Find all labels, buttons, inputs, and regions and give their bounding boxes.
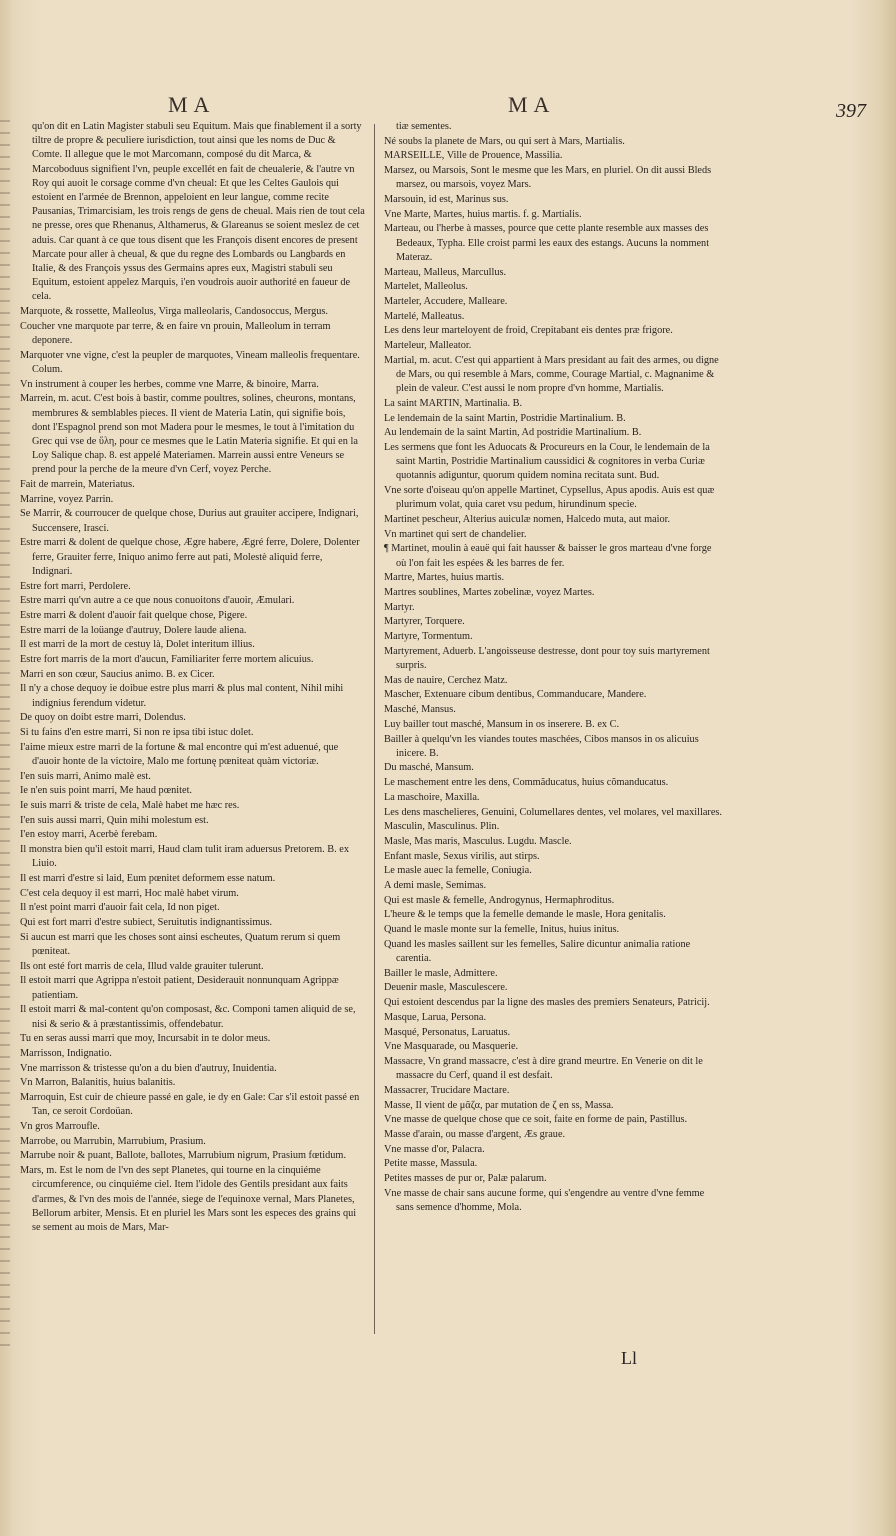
dictionary-entry: Martinet pescheur, Alterius auiculæ nomen, Halcedo muta, aut maior.: [384, 513, 671, 525]
dictionary-entry: Estre marri de la loüange d'autruy, Dolere laude aliena.: [20, 624, 247, 636]
dictionary-entry: Il estoit marri & mal-content qu'on composast, &c. Componi tamen aliquid de se, nisi & serio & à præstantissimis, offendebatur.: [20, 1004, 356, 1030]
dictionary-entry: Martyrer, Torquere.: [384, 616, 465, 628]
dictionary-entry: Marrein, m. acut. C'est bois à bastir, comme poultres, solines, cheurons, montans, membrures & semblables pieces. Il vient de Materia Latin, qui signifie bois, dont l'Espagnol prend son mot Madera pour le mesmes, le tout à l'imitation du Grec qui vse de ὕλη, pour ce mesmes que le Latin Materia signifie. Et qui en la Loy Salique chap. 8. est appelé Materiamen. Marrein aussi entre Veneurs se prend pour la perche de la meure d'vn Cerf, voyez Perche.: [20, 393, 358, 476]
dictionary-entry: Estre marri qu'vn autre a ce que nous conuoitons d'auoir, Æmulari.: [20, 595, 295, 607]
dictionary-entry: Estre marri & dolent d'auoir fait quelque chose, Pigere.: [20, 609, 248, 621]
right-column: [384, 120, 722, 1216]
dictionary-entry: Tu en seras aussi marri que moy, Incursabit in te dolor meus.: [20, 1033, 271, 1045]
dictionary-entry: Marteau, Malleus, Marcullus.: [384, 266, 507, 278]
dictionary-entry: Il n'est point marri d'auoir fait cela, Id non piget.: [20, 902, 220, 914]
dictionary-entry: Le maschement entre les dens, Commãducatus, huius cõmanducatus.: [384, 777, 669, 789]
dictionary-entry: Marsez, ou Marsois, Sont le mesme que les Mars, en pluriel. On dit aussi Bleds marsez, ou marsois, voyez Mars.: [384, 165, 712, 191]
dictionary-entry: ¶ Martinet, moulin à eauë qui fait hausser & baisser le gros marteau d'vne forge où l'on fait les espées & les barres de fer.: [384, 543, 712, 569]
dictionary-entry: Marri en son cœur, Saucius animo. B. ex Cicer.: [20, 668, 215, 680]
dictionary-entry: Fait de marrein, Materiatus.: [20, 479, 135, 491]
dictionary-entry: qu'on dit en Latin Magister stabuli seu Equitum. Mais que finablement il a sorty tiltre de propre & peculiere iurisdiction, tout ainsi que les noms de Duc & Comte. Il allegue que le mot Marcomann, composé du dit Marca, & Marcoboduus signifient l'vn, peuple excellét en fait de cheualerie, & l'autre vn Roy qui auoit le corsage comme d'vn cheual: Et que les Celtes Gaulois qui estoient en l'armée de Brennon, appeloient en leur langue, comme recite Pausanias, Trimarcisiam, les trois rengs de gens de cheual. Mais rien de tout cela ne presse, ores que Rhenanus, Althamerus, & Glareanus se soient meslez de cet aduis. Car quant à ce que tous disent que les François disent encores de present Marcate pour aller à cheual, & que du regne des Lombards ou Langbards en Italie, & des François yssus des Germains apres eux, Magistri stabuli seu Equitum, estoient appelez Marquis, i'en voudrois auoir authorité en faueur de cela.: [32, 121, 365, 303]
dictionary-entry: Bailler le masle, Admittere.: [384, 967, 498, 979]
dictionary-entry: Massacrer, Trucidare Mactare.: [384, 1084, 510, 1096]
dictionary-entry: De quoy on doibt estre marri, Dolendus.: [20, 712, 186, 724]
dictionary-entry: Marsouin, id est, Marinus sus.: [384, 194, 509, 206]
dictionary-entry: Marrube noir & puant, Ballote, ballotes, Marrubium nigrum, Prasium fœtidum.: [20, 1150, 347, 1162]
dictionary-entry: Estre fort marris de la mort d'aucun, Familiariter ferre mortem alicuius.: [20, 654, 314, 666]
dictionary-entry: Marteau, ou l'herbe à masses, pource que cette plante resemble aux masses des Bedeaux, Typha. Elle croist parmi les eaux des estangs. Aucuns la nomment Materaz.: [384, 223, 710, 263]
dictionary-entry: Né soubs la planete de Mars, ou qui sert à Mars, Martialis.: [384, 135, 625, 147]
dictionary-entry: Vne masse de quelque chose que ce soit, faite en forme de pain, Pastillus.: [384, 1114, 688, 1126]
column-divider: [374, 124, 375, 1334]
dictionary-entry: Vn instrument à couper les herbes, comme vne Marre, & binoire, Marra.: [20, 378, 319, 390]
dictionary-entry: La maschoire, Maxilla.: [384, 791, 480, 803]
dictionary-entry: Qui est fort marri d'estre subiect, Seruitutis indignantissimus.: [20, 917, 273, 929]
dictionary-entry: Masché, Mansus.: [384, 704, 456, 716]
dictionary-entry: Vne masse d'or, Palacra.: [384, 1143, 485, 1155]
dictionary-entry: Marrobe, ou Marrubin, Marrubium, Prasium.: [20, 1135, 206, 1147]
dictionary-entry: Enfant masle, Sexus virilis, aut stirps.: [384, 850, 540, 862]
dictionary-entry: Il estoit marri que Agrippa n'estoit patient, Desiderauit nonnunquam Agrippæ patientiam.: [20, 975, 339, 1001]
dictionary-entry: Massacre, Vn grand massacre, c'est à dire grand meurtre. En Venerie on dit le massacre du Cerf, quand il est desfait.: [384, 1056, 703, 1082]
running-head-left: MA: [168, 92, 216, 117]
dictionary-entry: I'aime mieux estre marri de la fortune & mal encontre qui m'est aduenué, que d'auoir honte de la victoire, Malo me fortunę pœniteat quàm victoriæ.: [20, 741, 339, 767]
dictionary-entry: Deuenir masle, Masculescere.: [384, 982, 508, 994]
dictionary-entry: Au lendemain de la saint Martin, Ad postridie Martinalium. B.: [384, 427, 642, 439]
dictionary-entry: Marroquin, Est cuir de chieure passé en gale, ie dy en Gale: Car s'il estoit passé en Tan, ce seroit Cordoüan.: [20, 1092, 360, 1118]
dictionary-entry: Marrine, voyez Parrin.: [20, 493, 114, 505]
dictionary-entry: Il est marri de la mort de cestuy là, Dolet interitum illius.: [20, 639, 255, 651]
dictionary-entry: Mars, m. Est le nom de l'vn des sept Planetes, qui tourne en la cinquiéme circumference, ou cinquiéme ciel. Item l'idole des Gentils presidant aux faits d'armes, & l'vn des mois de l'année, siege de l'equinoxe vernal, Mars Planetes, Bellorum arbiter, Mensis. Et en pluriel les Mars sont les especes des grains qui se sement au mois de Mars, Mar-: [20, 1165, 357, 1233]
dictionary-entry: MARSEILLE, Ville de Prouence, Massilia.: [384, 150, 563, 162]
dictionary-entry: Vne Masquarade, ou Masquerie.: [384, 1041, 519, 1053]
dictionary-entry: I'en estoy marri, Acerbè ferebam.: [20, 829, 158, 841]
dictionary-entry: Masle, Mas maris, Masculus. Lugdu. Mascle.: [384, 835, 572, 847]
binding-edge: [0, 110, 10, 1350]
dictionary-entry: Quand le masle monte sur la femelle, Initus, huius initus.: [384, 924, 620, 936]
dictionary-entry: Martelet, Malleolus.: [384, 281, 468, 293]
dictionary-entry: Mascher, Extenuare cibum dentibus, Commanducare, Mandere.: [384, 689, 647, 701]
dictionary-entry: Du masché, Mansum.: [384, 762, 474, 774]
dictionary-entry: Le lendemain de la saint Martin, Postridie Martinalium. B.: [384, 412, 626, 424]
dictionary-entry: Martial, m. acut. C'est qui appartient à Mars presidant au fait des armes, ou digne de Mars, ou qui resemble à Mars, comme, Courage Martial, c. Magnanime & plein de valeur. C'est aussi le nom propre d'vn homme, Martialis.: [384, 354, 719, 395]
dictionary-entry: Masque, Larua, Persona.: [384, 1011, 487, 1023]
dictionary-entry: Le masle auec la femelle, Coniugia.: [384, 865, 532, 877]
dictionary-entry: Qui estoient descendus par la ligne des masles des premiers Senateurs, Patricij.: [384, 997, 710, 1009]
dictionary-entry: L'heure & le temps que la femelle demande le masle, Hora genitalis.: [384, 909, 666, 921]
dictionary-entry: Martre, Martes, huius martis.: [384, 572, 505, 584]
left-column: [20, 120, 365, 1236]
dictionary-entry: Se Marrir, & courroucer de quelque chose, Durius aut grauiter accipere, Indignari, Succensere, Irasci.: [20, 508, 359, 534]
dictionary-entry: Vn gros Marroufle.: [20, 1121, 100, 1133]
dictionary-entry: Martyr.: [384, 601, 415, 613]
dictionary-entry: Ie suis marri & triste de cela, Malè habet me hæc res.: [20, 800, 240, 812]
dictionary-entry: Bailler à quelqu'vn les viandes toutes maschées, Cibos mansos in os alicuius inicere. B.: [384, 733, 699, 759]
dictionary-entry: Si aucun est marri que les choses sont ainsi escheutes, Quatum rerum si quem pœniteat.: [20, 931, 341, 958]
dictionary-entry: Martyre, Tormentum.: [384, 631, 473, 643]
dictionary-entry: Les sermens que font les Aduocats & Procureurs en la Cour, le lendemain de la saint Martin, Postridie Martinalium caussidici & cognitores in verba Curiæ quotannis adiguntur, quorum quidem nomina recitata sunt. Bud.: [384, 441, 710, 482]
dictionary-entry: Marteleur, Malleator.: [384, 340, 472, 352]
dictionary-entry: Marrisson, Indignatio.: [20, 1048, 112, 1059]
dictionary-entry: Mas de nauire, Cerchez Matz.: [384, 674, 508, 686]
dictionary-entry: Il est marri d'estre si laid, Eum pœnitet deformem esse natum.: [20, 873, 276, 885]
dictionary-entry: Les dens leur marteloyent de froid, Crepitabant eis dentes præ frigore.: [384, 325, 673, 337]
running-head-right: MA: [508, 92, 556, 117]
dictionary-entry: Petite masse, Massula.: [384, 1158, 478, 1170]
dictionary-entry: Il monstra bien qu'il estoit marri, Haud clam tulit iram aduersus Pretorem. B. ex Liuio.: [20, 844, 349, 870]
dictionary-entry: Masse, Il vient de μᾶζα, par mutation de ζ en ss, Massa.: [384, 1099, 614, 1111]
dictionary-entry: Qui est masle & femelle, Androgynus, Hermaphroditus.: [384, 894, 615, 906]
dictionary-entry: Vn martinet qui sert de chandelier.: [384, 528, 527, 540]
page-number: 397: [836, 100, 866, 122]
dictionary-entry: C'est cela dequoy il est marri, Hoc malè habet virum.: [20, 887, 239, 899]
dictionary-entry: Marquoter vne vigne, c'est la peupler de marquotes, Vineam malleolis frequentare. Colum.: [20, 349, 360, 375]
dictionary-entry: Petites masses de pur or, Palæ palarum.: [384, 1173, 547, 1185]
dictionary-entry: Vne marrisson & tristesse qu'on a du bien d'autruy, Inuidentia.: [20, 1062, 277, 1074]
dictionary-entry: Martyrement, Aduerb. L'angoisseuse destresse, dont pour toy suis martyrement surpris.: [384, 645, 710, 672]
dictionary-entry: tiæ sementes.: [396, 121, 452, 132]
signature-mark: Ll: [621, 1348, 637, 1368]
dictionary-entry: Ie n'en suis point marri, Me haud pœnitet.: [20, 785, 193, 797]
dictionary-entry: Martelé, Malleatus.: [384, 310, 465, 322]
dictionary-entry: Il n'y a chose dequoy ie doibue estre plus marri & plus mal content, Nihil mihi indignius ferendum videtur.: [20, 683, 344, 709]
dictionary-entry: Vne sorte d'oiseau qu'on appelle Martinet, Cypsellus, Apus apodis. Auis est quæ plurimum volat, quia caret vsu pedum, hirundinum specie.: [384, 485, 715, 511]
dictionary-entry: Quand les masles saillent sur les femelles, Salire dicuntur animalia ratione carentia.: [384, 938, 691, 965]
dictionary-entry: Estre fort marri, Perdolere.: [20, 580, 131, 592]
dictionary-entry: Marteler, Accudere, Malleare.: [384, 295, 508, 307]
dictionary-entry: La saint MARTIN, Martinalia. B.: [384, 397, 523, 409]
dictionary-entry: Masqué, Personatus, Laruatus.: [384, 1026, 511, 1038]
dictionary-entry: Vne Marte, Martes, huius martis. f. g. Martialis.: [384, 208, 582, 220]
dictionary-entry: I'en suis marri, Animo malè est.: [20, 770, 151, 782]
dictionary-entry: Vne masse de chair sans aucune forme, qui s'engendre au ventre d'vne femme sans semence d'homme, Mola.: [384, 1187, 705, 1214]
dictionary-entry: I'en suis aussi marri, Quin mihi molestum est.: [20, 814, 209, 826]
dictionary-entry: Ils ont esté fort marris de cela, Illud valde grauiter tulerunt.: [20, 960, 264, 972]
dictionary-entry: Estre marri & dolent de quelque chose, Ægre habere, Ægré ferre, Dolere, Dolenter ferre, Grauiter ferre, Iniquo animo ferre aut pati, Molestè aliquid ferre, Indignari.: [20, 537, 360, 577]
dictionary-entry: Si tu fains d'en estre marri, Si non re ipsa tibi istuc dolet.: [20, 727, 254, 739]
dictionary-entry: Luy bailler tout masché, Mansum in os inserere. B. ex C.: [384, 718, 620, 730]
dictionary-entry: Coucher vne marquote par terre, & en faire vn prouin, Malleolum in terram deponere.: [20, 320, 331, 347]
dictionary-entry: Martres soublines, Martes zobelinæ, voyez Martes.: [384, 587, 595, 598]
dictionary-entry: Vn Marron, Balanitis, huius balanitis.: [20, 1077, 176, 1089]
dictionary-entry: Masculin, Masculinus. Plin.: [384, 821, 500, 833]
dictionary-entry: Les dens maschelieres, Genuini, Columellares dentes, vel molares, vel maxillares.: [384, 806, 722, 818]
dictionary-entry: Masse d'arain, ou masse d'argent, Æs graue.: [384, 1129, 566, 1141]
dictionary-entry: Marquote, & rossette, Malleolus, Virga malleolaris, Candosoccus, Mergus.: [20, 306, 328, 318]
dictionary-entry: A demi masle, Semimas.: [384, 880, 487, 892]
